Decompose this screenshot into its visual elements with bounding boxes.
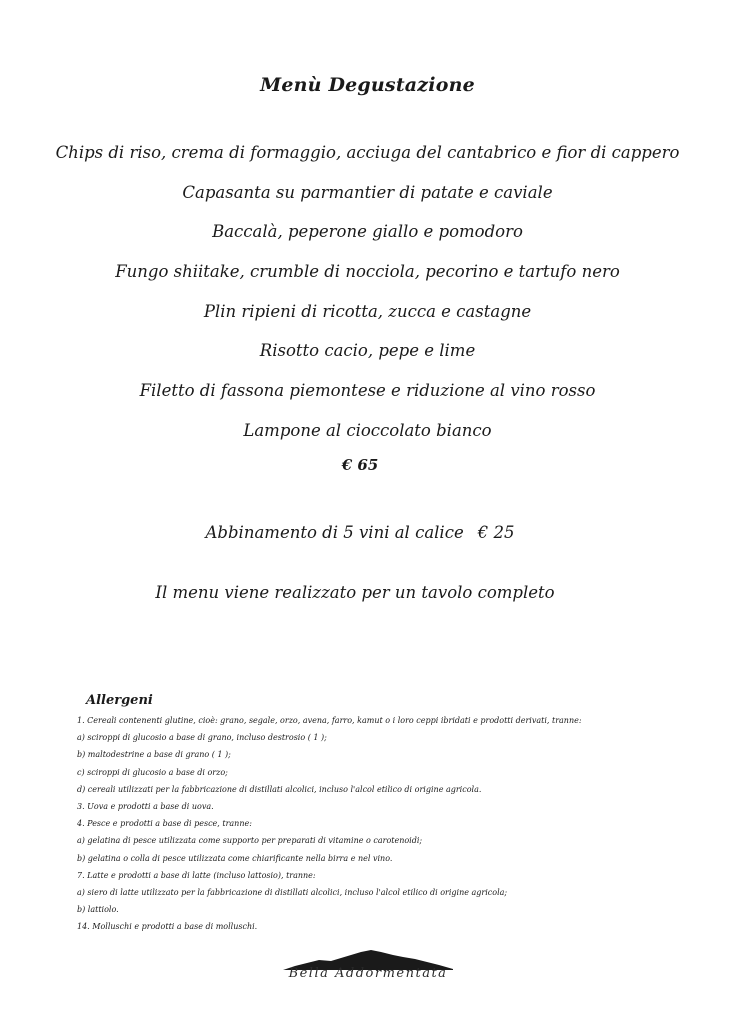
dish-item: Capasanta su parmantier di patate e caviale <box>182 182 553 202</box>
allergen-line: a) sciroppi di glucosio a base di grano, incluso destrosio ( 1 ); <box>77 733 327 743</box>
dish-item: Filetto di fassona piemontese e riduzione al vino rosso <box>139 381 596 401</box>
dish-item: Baccalà, peperone giallo e pomodoro <box>212 222 523 242</box>
allergen-line: 1. Cereali contenenti glutine, cioè: grano, segale, orzo, avena, farro, kamut o i loro ceppi ibridati e prodotti derivati, tranne: <box>77 716 582 725</box>
dish-list <box>0 140 735 458</box>
allergen-line: d) cereali utilizzati per la fabbricazione di distillati alcolici, incluso l'alcol etilico di origine agricola. <box>77 784 482 794</box>
dish-item: Lampone al cioccolato bianco <box>243 420 492 440</box>
wine-pairing-label: Abbinamento di 5 vini al calice <box>205 523 464 542</box>
logo-text: Bella Addormentata <box>288 966 448 981</box>
dish-item: Plin ripieni di ricotta, zucca e castagne <box>203 301 532 321</box>
restaurant-logo <box>283 948 453 988</box>
menu-title: Menù Degustazione <box>260 74 475 96</box>
allergen-line: 4. Pesce e prodotti a base di pesce, tranne: <box>77 819 252 829</box>
menu-price: € 65 <box>341 456 379 474</box>
allergen-line: c) sciroppi di glucosio a base di orzo; <box>77 767 228 777</box>
allergen-line: b) gelatina o colla di pesce utilizzata come chiarificante nella birra e nel vino. <box>77 853 393 863</box>
dish-item: Fungo shiitake, crumble di nocciola, pecorino e tartufo nero <box>115 262 620 282</box>
allergens-title: Allergeni <box>86 693 153 708</box>
wine-pairing <box>0 523 720 542</box>
allergen-line: 7. Latte e prodotti a base di latte (incluso lattosio), tranne: <box>77 870 316 880</box>
allergen-line: a) siero di latte utilizzato per la fabbricazione di distillati alcolici, incluso l'alcol etilico di origine agricola; <box>77 887 508 897</box>
allergen-line: b) lattiolo. <box>77 905 119 915</box>
allergen-line: b) maltodestrine a base di grano ( 1 ); <box>77 750 231 760</box>
wine-pairing-price: € 25 <box>477 523 515 542</box>
allergens-list <box>77 713 582 936</box>
allergen-line: 14. Molluschi e prodotti a base di molluschi. <box>77 922 258 932</box>
dish-item: Chips di riso, crema di formaggio, acciuga del cantabrico e fior di cappero <box>55 143 680 162</box>
table-note: Il menu viene realizzato per un tavolo completo <box>155 583 555 602</box>
dish-item: Risotto cacio, pepe e lime <box>259 341 476 361</box>
allergen-line: 3. Uova e prodotti a base di uova. <box>77 801 214 811</box>
allergen-line: a) gelatina di pesce utilizzata come supporto per preparati di vitamine o carotenoidi; <box>77 836 423 846</box>
